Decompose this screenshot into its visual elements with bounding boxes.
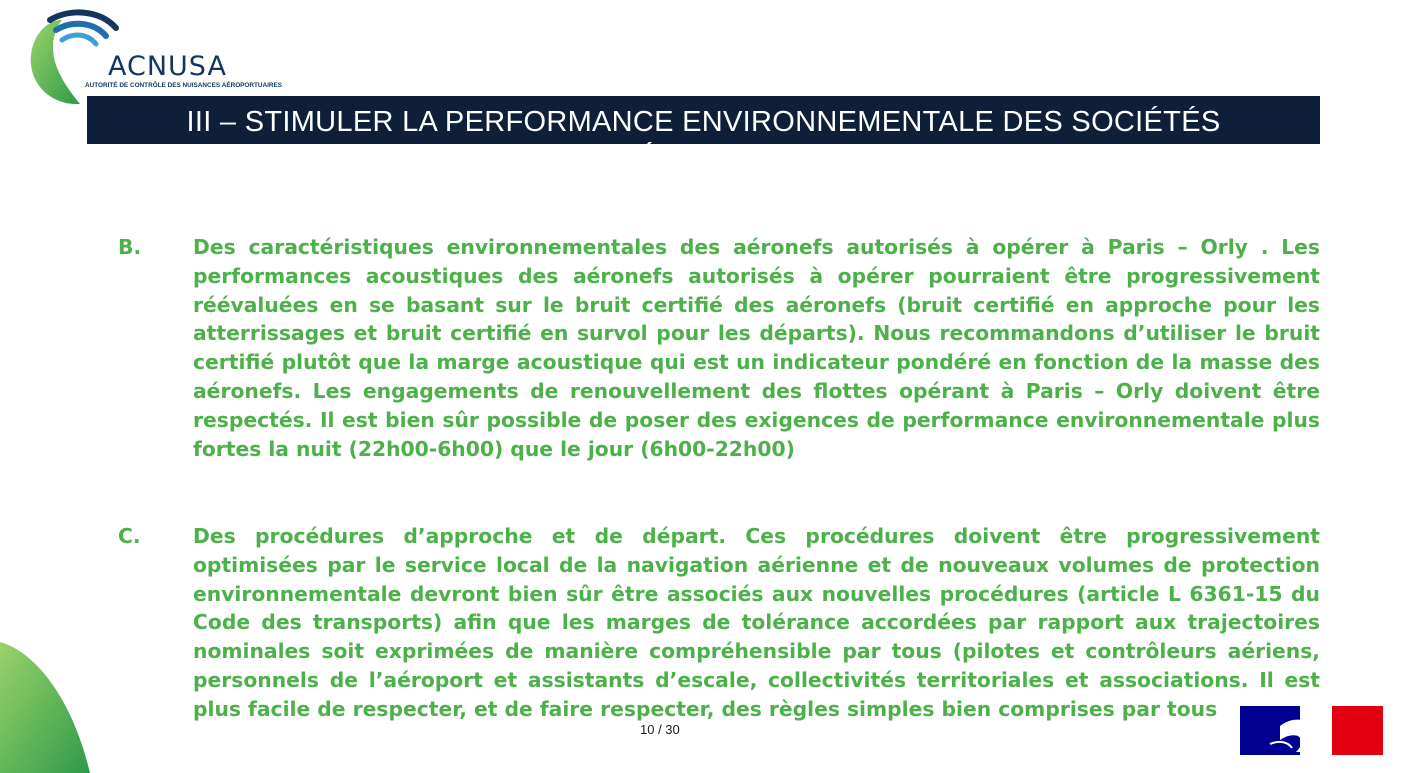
section-c <box>118 522 1320 724</box>
logo-subtitle: AUTORITÉ DE CONTRÔLE DES NUISANCES AÉROPORTUAIRES <box>85 82 283 89</box>
section-b-text: Des caractéristiques environnementales des aéronefs autorisés à opérer à Paris – Orly . Les performances acoustiques des aéronefs autorisés à opérer pourraient être progressivement réévaluées en se basant sur le bruit certifié des aéronefs (bruit certifié en approche pour les atterrissages et bruit certifié en survol pour les départs). Nous recommandons d’utiliser le bruit certifié plutôt que la marge acoustique qui est un indicateur pondéré en fonction de la masse des aéronefs. Les engagements de renouvellement des flottes opérant à Paris – Orly doivent être respectés. Il est bien sûr possible de poser des exigences de performance environnementale plus fortes la nuit (22h00-6h00) que le jour (6h00-22h00) <box>193 235 1320 461</box>
acnusa-logo <box>22 8 292 108</box>
section-b <box>118 233 1320 463</box>
marianne-flag-icon <box>1240 706 1383 755</box>
section-c-text: Des procédures d’approche et de départ. Ces procédures doivent être progressivement optimisées par le service local de la navigation aérienne et de nouveaux volumes de protection environnementale devront bien sûr être associés aux nouvelles procédures (article L 6361-15 du Code des transports) afin que les marges de tolérance accordées par rapport aux trajectoires nominales soit exprimées de manière compréhensible par tous (pilotes et contrôleurs aériens, personnels de l’aéroport et assistants d’escale, collectivités territoriales et associations. Il est plus facile de respecter, et de faire respecter, des règles simples bien comprises par tous <box>193 524 1320 721</box>
page-title: III – STIMULER LA PERFORMANCE ENVIRONNEMENTALE DES SOCIÉTÉS AÉRIENNES <box>186 106 1221 174</box>
decorative-green-shape <box>0 620 95 773</box>
page-title-bar <box>87 96 1320 174</box>
section-c-letter: C. <box>118 524 141 548</box>
logo-name: ACNUSA <box>108 51 227 82</box>
page-number: 10 / 30 <box>640 722 680 737</box>
section-b-letter: B. <box>118 235 142 259</box>
